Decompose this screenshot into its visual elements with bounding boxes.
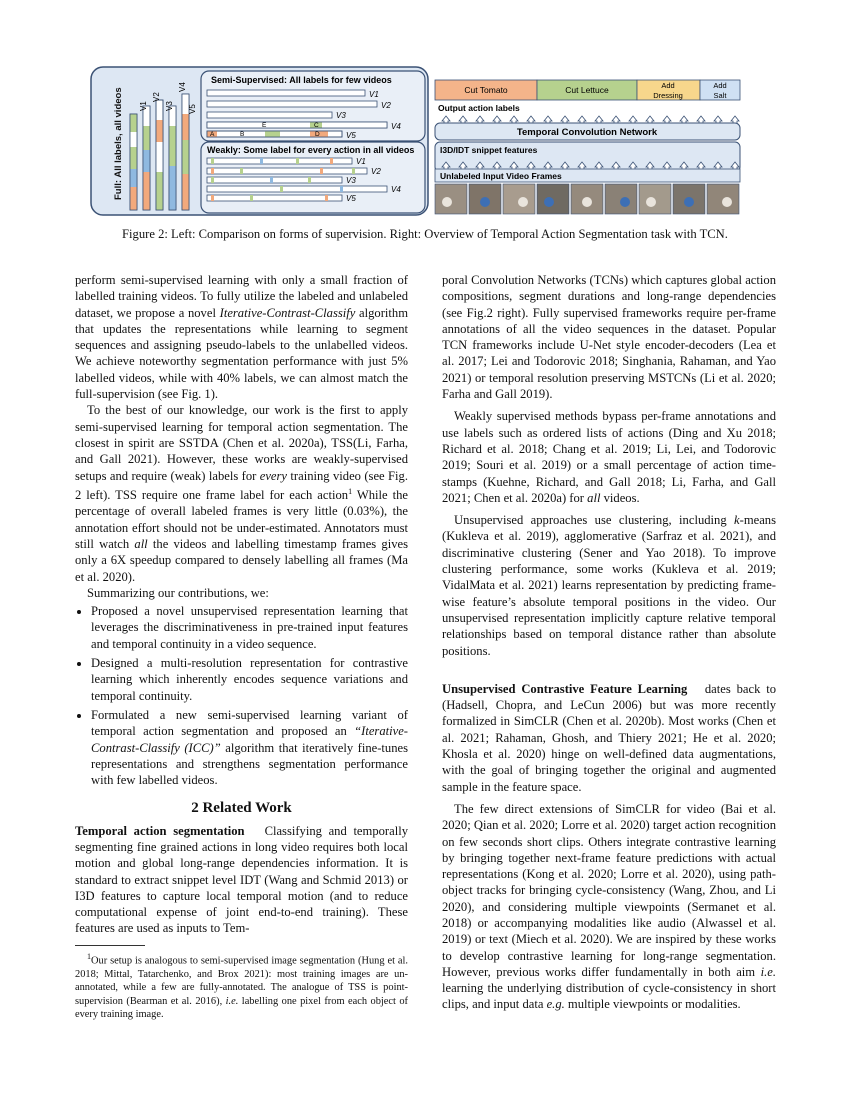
semi-v3-label: V3	[336, 111, 346, 120]
figure-2	[90, 66, 750, 218]
semi-seg-b: B	[240, 131, 245, 138]
semi-v4-label: V4	[391, 122, 401, 131]
list-item: • Designed a multi-resolution representation for contrastive learning which inherently encodes sequence variations and temporal continuity.	[91, 655, 408, 704]
section-heading: 2 Related Work	[191, 800, 292, 817]
full-v4-label: V4	[178, 82, 187, 92]
weak-v3-label: V3	[346, 176, 356, 185]
list-item: • Formulated a new semi-supervised learning variant of temporal action segmentation and proposed an “Iterative-Contrast-Classify (ICC)” algorithm that iteratively fine-tunes representations and strengthens segmentation performance with few labelled videos.	[91, 707, 408, 788]
semi-seg-c: C	[314, 122, 319, 129]
bowl-shape	[620, 197, 630, 207]
paragraph-heading: Unsupervised Contrastive Feature Learning	[442, 681, 688, 696]
bowl-shape	[442, 197, 452, 207]
paragraph-heading: Temporal action segmentation	[75, 823, 245, 838]
weak-v2-label: V2	[371, 167, 381, 176]
semi-v2-label: V2	[381, 101, 391, 110]
right-column	[442, 272, 776, 1013]
footnote-marker: 1	[348, 486, 353, 496]
semi-supervised-title: Semi-Supervised: All labels for few videos	[211, 75, 392, 85]
list-item: • Proposed a novel unsupervised representation learning that leverages the discriminativeness in pre-trained input features and temporal continuity in a video sequence.	[91, 603, 408, 652]
contributions-list	[75, 603, 408, 788]
semi-seg-a: A	[210, 131, 215, 138]
footnote: $^1$Our setup is analogous to semi-supervised image segmentation (Hung et al. 2018; Mittal, Tatarchenko, and Brox 2021): most training images are un-annotated, while a few are fully-annotated. The analogue of TSS is point-supervision (Bearman et al. 2016), i.e. labelling one pixel from each object of every training image.	[75, 951, 409, 1021]
weak-v5-label: V5	[346, 194, 356, 203]
semi-v1-label: V1	[369, 90, 379, 99]
action-add-salt: Add	[713, 81, 727, 90]
video-frame-thumbnails	[435, 184, 739, 214]
paragraph: To the best of our knowledge, our work is the first to apply semi-supervised learning for temporal action segmentation. The closest in spirit are SSTDA (Chen et al. 2020a), TSS(Li, Farha, and Gall 2021). However, these works are weakly-supervised setups and require (weak) labels for every training video (see Fig. 2 left). TSS require one frame label for each action$^1$ While the percentage of overall labeled frames is very little (0.03%), the annotation effort should not be under-estimated. Annotators must still watch all the videos and labelling timestamp frames gives only a 6X speedup compared to densely labelling all frames (Ma et al. 2020).	[75, 403, 409, 584]
paragraph: Summarizing our contributions, we:	[87, 585, 269, 600]
input-frames-label: Unlabeled Input Video Frames	[440, 171, 562, 181]
left-column	[75, 272, 408, 1022]
paragraph: Weakly supervised methods bypass per-frame annotations and use labels such as ordered lists of actions (Ding and Xu 2018; Richard et al. 2018; Chang et al. 2019; Li, Lei, and Todorovic 2019; Souri et al. 2019) or a small percentage of action time-stamps (Kuehne, Richard, and Gall 2018; Li, Farha, and Gall 2021; Chen et al. 2020a) for all videos.	[442, 409, 776, 505]
bowl-shape	[582, 197, 592, 207]
bowl-shape	[684, 197, 694, 207]
output-labels-title: Output action labels	[438, 103, 520, 113]
bowl-shape	[722, 197, 732, 207]
paragraph: Unsupervised approaches use clustering, including k-means (Kukleva et al. 2019), agglomerative (Sarfraz et al. 2021), and discriminative clustering (Sener and Yao 2018). To improve clustering performance, some works (Kukleva et al. 2019; VidalMata et al. 2021) learns representation by predicting frame-wise feature’s absolute temporal positions in the video. Our unsupervised representation implicitly capture relative temporal relationships based on temporal distance rather than absolute positions.	[442, 513, 776, 658]
paragraph: The few direct extensions of SimCLR for video (Bai et al. 2020; Qian et al. 2020; Lorre et al. 2020) target action recognition on few seconds short clips. Others integrate contrastive learning by bringing together next-frame feature predictions with actual representations (Kong et al. 2020; Lorre et al. 2020), using path-object tracks for bringing cycle-consistency (Wang, Zhou, and Li 2020), and considering multiple viewpoints (Sermanet et al. 2018) or accompanying modalities like audio (Alwassel et al. 2019) or text (Miech et al. 2020). We are inspired by these works to develop contrastive learning for long-range segmentation. However, previous works differ fundamentally in both aim i.e. learning the underlying distribution of cycle-consistency in short clips, and input data e.g. multiple viewpoints or modalities.	[442, 801, 776, 1012]
weak-v1-label: V1	[356, 157, 366, 166]
features-label: I3D/IDT snippet features	[440, 145, 538, 155]
weak-v4-label: V4	[391, 185, 401, 194]
figure-caption: Figure 2: Left: Comparison on forms of supervision. Right: Overview of Temporal Action Segmentation task with TCN.	[122, 227, 728, 241]
tcn-label: Temporal Convolution Network	[516, 127, 658, 138]
bowl-shape	[544, 197, 554, 207]
full-supervision-label: Full: All labels, all videos	[113, 87, 124, 200]
full-v1-label: V1	[139, 101, 148, 111]
full-v3-label: V3	[165, 101, 174, 111]
action-cut-tomato: Cut Tomato	[464, 85, 508, 95]
bowl-shape	[518, 197, 528, 207]
action-add-salt-2: Salt	[713, 91, 727, 100]
action-cut-lettuce: Cut Lettuce	[565, 85, 609, 95]
semi-v5-label: V5	[346, 131, 356, 140]
weakly-supervised-title: Weakly: Some label for every action in all videos	[207, 145, 415, 155]
semi-seg-d: D	[315, 131, 320, 138]
bowl-shape	[480, 197, 490, 207]
bowl-shape	[646, 197, 656, 207]
paragraph: perform semi-supervised learning with only a small fraction of labelled training videos. To fully utilize the labeled and unlabeled dataset, we propose a novel Iterative-Contrast-Classify algorithm that updates the representations while learning to segment sequences and assigning pseudo-labels to the unlabelled videos. We achieve noteworthy segmentation performance with just 5% labelled videos, while with 40% labels, we can almost match the full-supervision (see Fig. 1).	[75, 273, 409, 402]
full-v5-label: V5	[188, 104, 197, 114]
footnote-rule	[75, 945, 145, 946]
semi-seg-e: E	[262, 122, 267, 129]
paragraph: poral Convolution Networks (TCNs) which captures global action compositions, segment durations and long-range dependencies (see Fig.2 right). Fully supervised frameworks require per-frame annotations of all the video sequences in the dataset. Popular TCN frameworks include U-Net style encoder-decoders (Lea et al. 2017; Lei and Todorovic 2018; Singhania, Rahaman, and Yao 2021) or temporal resolution preserving MSTCNs (Li et al. 2020; Farha and Gall 2019).	[442, 273, 776, 402]
paragraph: Temporal action segmentation Classifying and temporally segmenting fine grained actions in long video requires both local motion and global long-range dependencies information. It is standard to extract snippet level IDT (Wang and Schmid 2013) or I3D features to capture local temporal motion (and to reduce computational expense of joint end-to-end training). These features are used as inputs to Tem-	[75, 823, 408, 936]
paragraph: Unsupervised Contrastive Feature Learning dates back to (Hadsell, Chopra, and LeCun 2006) but was more recently formalized in SimCLR (Chen et al. 2020b). Most works (Chen et al. 2021; Rahaman, Ghosh, and Thiery 2021; He et al. 2020; Khosla et al. 2020) hinge on well-defined data augmentations, with the goal of bringing together the original and augmented sample in the feature space.	[442, 681, 776, 794]
action-add-dressing-2: Dressing	[653, 91, 683, 100]
full-v2-label: V2	[152, 92, 161, 102]
action-add-dressing: Add	[661, 81, 675, 90]
